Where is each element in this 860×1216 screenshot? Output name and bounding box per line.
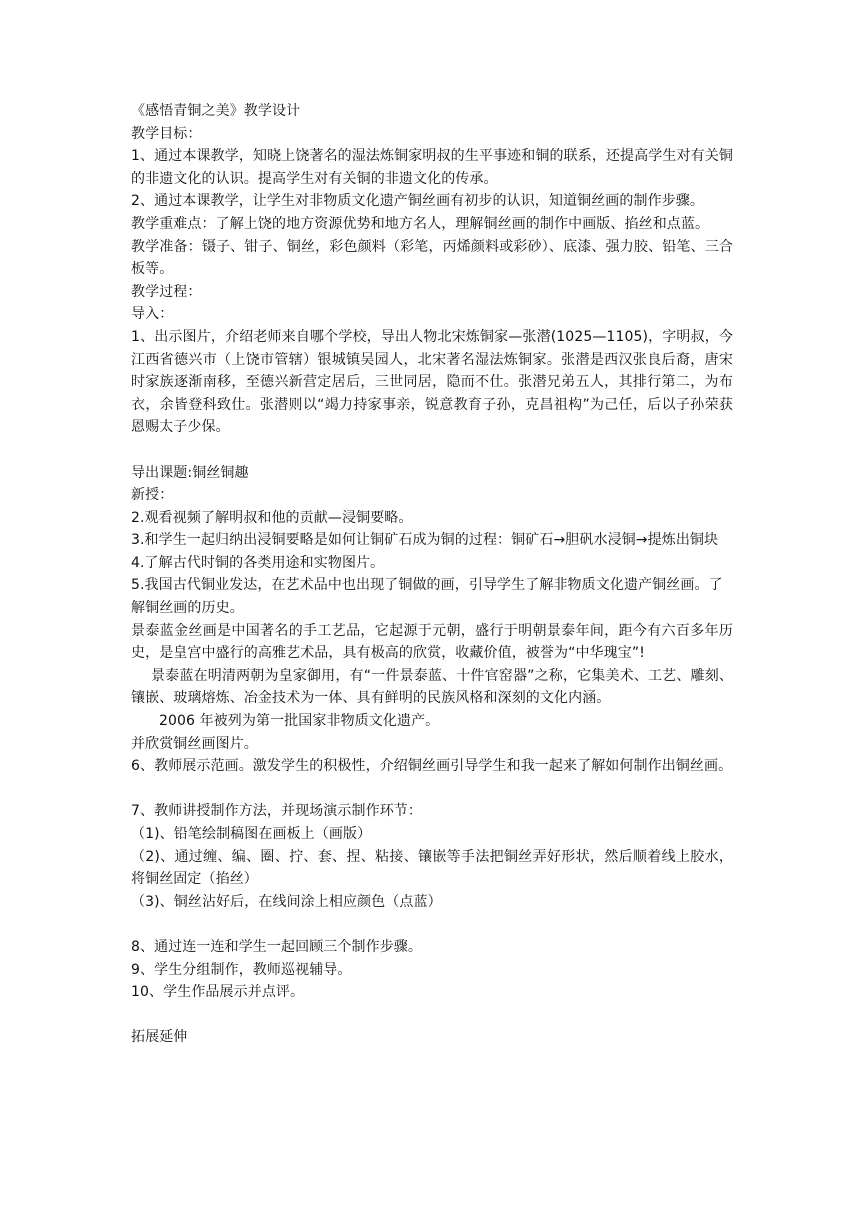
step-8: 8、通过连一连和学生一起回顾三个制作步骤。 xyxy=(131,938,423,955)
step-7: 7、教师讲授制作方法，并现场演示制作环节： xyxy=(131,803,423,820)
goal-item-2: 2、通过本课教学，让学生对非物质文化遗产铜丝画有初步的认识，知道铜丝画的制作步骤。 xyxy=(131,193,705,210)
process-heading: 教学过程： xyxy=(131,283,202,300)
extension-heading: 拓展延伸 xyxy=(131,1029,188,1046)
jingtai-paragraph-3: 2006 年被列为第一批国家非物质文化遗产。 xyxy=(159,713,440,730)
spacer xyxy=(131,778,733,801)
step-10: 10、学生作品展示并点评。 xyxy=(131,984,305,1001)
key-points: 教学重难点：了解上饶的地方资源优势和地方名人，理解铜丝画的制作中画版、掐丝和点蓝。 xyxy=(131,215,710,232)
spacer xyxy=(131,913,733,936)
spacer xyxy=(131,1004,733,1027)
appreciate-line: 并欣赏铜丝画图片。 xyxy=(131,735,258,752)
teaching-prep: 教学准备：镊子、钳子、铜丝，彩色颜料（彩笔，丙烯颜料或彩砂）、底漆、强力胶、铅笔、三合板等。 xyxy=(131,238,733,278)
new-heading: 新授： xyxy=(131,487,174,504)
jingtai-paragraph-2: 景泰蓝在明清两朝为皇家御用，有“一件景泰蓝、十件官窑器”之称，它集美术、工艺、雕刻、镶嵌、玻璃熔炼、冶金技术为一体、具有鲜明的民族风格和深刻的文化内涵。 xyxy=(131,667,733,707)
step-6: 6、教师展示范画。激发学生的积极性，介绍铜丝画引导学生和我一起来了解如何制作出铜丝画。 xyxy=(131,758,733,775)
step-9: 9、学生分组制作，教师巡视辅导。 xyxy=(131,961,352,978)
intro-heading: 导入： xyxy=(131,306,174,323)
new-item-5: 5.我国古代铜业发达，在艺术品中也出现了铜做的画，引导学生了解非物质文化遗产铜丝画。了解铜丝画的历史。 xyxy=(131,577,723,617)
goal-item-1: 1、通过本课教学，知晓上饶著名的湿法炼铜家明叔的生平事迹和铜的联系，还提高学生对有关铜的非遗文化的认识。提高学生对有关铜的非遗文化的传承。 xyxy=(131,148,733,187)
intro-item-1: 1、出示图片，介绍老师来自哪个学校，导出人物北宋炼铜家—张潜(1025—1105)，字明叔，今江西省德兴市（上饶市管辖）银城镇吴园人，北宋著名湿法炼铜家。张潜是西汉张良后裔，唐宋时家族逐渐南移，至德兴新营定居后，三世同居，隐而不仕。张潜兄弟五人，其排行第二，为布衣，余皆登科致仕。张潜则以“竭力持家事亲，锐意教育子孙，克昌祖构”为己任，后以子孙荣获恩赐太子少保。 xyxy=(131,328,733,436)
sub-step-1: （1)、铅笔绘制稿图在画板上（画版） xyxy=(131,826,372,842)
new-item-3: 3.和学生一起归纳出浸铜要略是如何让铜矿石成为铜的过程：铜矿石→胆矾水浸铜→提炼出铜块 xyxy=(131,532,719,549)
new-item-2: 2.观看视频了解明叔和他的贡献—浸铜要略。 xyxy=(131,509,413,526)
sub-step-2: （2)、通过缠、编、圈、拧、套、捏、粘接、镶嵌等手法把铜丝弄好形状，然后顺着线上胶水，将铜丝固定（掐丝） xyxy=(131,848,733,888)
new-item-4: 4.了解古代时铜的各类用途和实物图片。 xyxy=(131,554,385,571)
spacer xyxy=(131,439,733,462)
jingtai-paragraph-1: 景泰蓝金丝画是中国著名的手工艺品，它起源于元朝，盛行于明朝景泰年间，距今有六百多年历史，是皇宫中盛行的高雅艺术品，具有极高的欣赏，收藏价值，被誉为“中华瑰宝”! xyxy=(131,622,733,662)
topic-line: 导出课题:铜丝铜趣 xyxy=(131,464,249,481)
goal-heading: 教学目标： xyxy=(131,125,202,142)
document-title: 《感悟青铜之美》教学设计 xyxy=(131,103,301,119)
sub-step-3: （3)、铜丝沾好后，在线间涂上相应颜色（点蓝） xyxy=(131,893,442,910)
document-body xyxy=(131,100,733,1049)
